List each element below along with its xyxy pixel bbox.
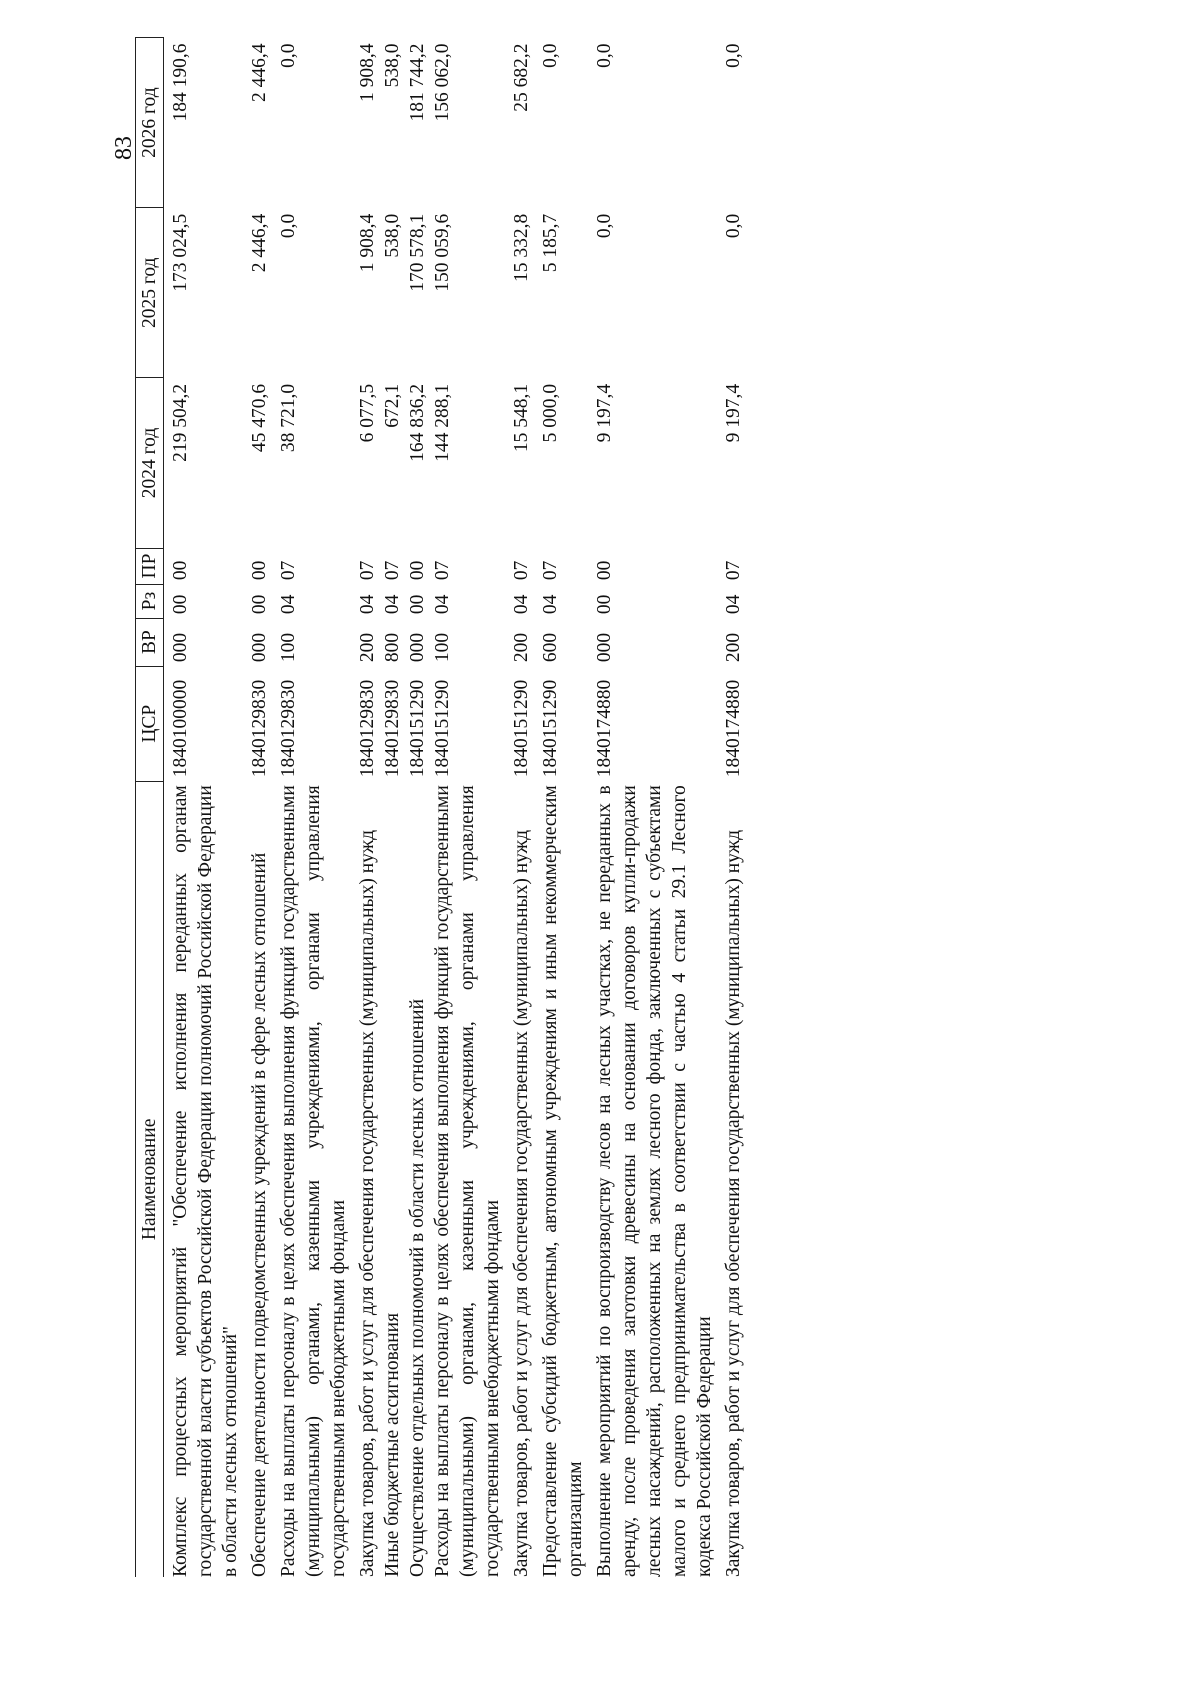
row-vr: 000: [594, 632, 615, 663]
row-pr: 07: [382, 560, 403, 581]
row-2026: 184 190,6: [170, 43, 191, 122]
row-csr: 1840151290: [511, 679, 532, 778]
table-body: [164, 38, 747, 1578]
row-name: Закупка товаров, работ и услуг для обеспечения государственных (муниципальных) нужд: [357, 829, 378, 1577]
row-2026: 0,0: [540, 43, 561, 68]
header-csr: ЦСР: [136, 666, 164, 781]
row-2024: 144 288,1: [432, 383, 453, 462]
row-csr: 1840129830: [249, 679, 270, 778]
row-2025: 0,0: [594, 213, 615, 239]
table-row: [380, 38, 405, 1578]
row-pr: 07: [357, 560, 378, 581]
row-pr: 07: [511, 560, 532, 581]
row-rz: 00: [170, 594, 191, 615]
budget-table: [135, 37, 746, 1577]
row-name: Осуществление отдельных полномочий в области лесных отношений: [407, 998, 428, 1577]
table-row: [243, 38, 272, 1578]
row-csr: 1840174880: [723, 679, 744, 778]
row-csr: 1840129830: [357, 679, 378, 778]
row-2026: 2 446,4: [249, 43, 270, 102]
row-2026: 25 682,2: [511, 43, 532, 112]
row-rz: 04: [723, 594, 744, 615]
row-2025: 15 332,8: [511, 213, 532, 282]
row-2024: 45 470,6: [249, 383, 270, 453]
row-2024: 672,1: [382, 383, 403, 428]
row-2025: 2 446,4: [249, 213, 270, 273]
row-csr: 1840151290: [407, 679, 428, 778]
row-2024: 9 197,4: [723, 383, 744, 443]
row-2025: 0,0: [723, 213, 744, 239]
table-row: [164, 38, 244, 1578]
row-2025: 0,0: [278, 213, 299, 239]
row-csr: 1840151290: [540, 679, 561, 778]
row-pr: 07: [723, 560, 744, 581]
row-pr: 07: [540, 560, 561, 581]
row-pr: 00: [170, 560, 191, 581]
header-name: Наименование: [136, 781, 164, 1577]
row-2024: 219 504,2: [170, 383, 191, 462]
row-2024: 9 197,4: [594, 383, 615, 443]
row-vr: 000: [170, 632, 191, 663]
row-2024: 5 000,0: [540, 383, 561, 443]
table-row: [351, 38, 380, 1578]
row-csr: 1840129830: [278, 679, 299, 778]
row-rz: 04: [432, 594, 453, 615]
row-pr: 00: [594, 560, 615, 581]
row-csr: 1840174880: [594, 679, 615, 778]
table-row: [717, 38, 746, 1578]
row-rz: 04: [540, 594, 561, 615]
row-name: Иные бюджетные ассигнования: [382, 1312, 403, 1577]
header-pr: ПР: [136, 548, 164, 584]
row-name: Закупка товаров, работ и услуг для обеспечения государственных (муниципальных) нужд: [723, 829, 744, 1577]
row-rz: 04: [357, 594, 378, 615]
header-vr: ВР: [136, 618, 164, 666]
row-vr: 100: [278, 632, 299, 663]
header-2024: 2024 год: [136, 378, 164, 548]
row-vr: 800: [382, 632, 403, 663]
header-2025: 2025 год: [136, 208, 164, 378]
row-2026: 1 908,4: [357, 43, 378, 102]
row-vr: 200: [357, 632, 378, 663]
table-row: [505, 38, 534, 1578]
row-2024: 38 721,0: [278, 383, 299, 453]
row-csr: 1840151290: [432, 679, 453, 778]
row-2024: 15 548,1: [511, 383, 532, 453]
row-2026: 156 062,0: [432, 43, 453, 122]
row-2026: 0,0: [594, 43, 615, 68]
page-number: 83: [111, 136, 137, 160]
row-name: Закупка товаров, работ и услуг для обеспечения государственных (муниципальных) нужд: [511, 829, 532, 1577]
table-header: [136, 38, 164, 1578]
row-rz: 04: [511, 594, 532, 615]
row-2025: 173 024,5: [170, 213, 191, 292]
row-vr: 600: [540, 632, 561, 663]
row-rz: 00: [594, 594, 615, 615]
row-csr: 1840100000: [170, 679, 191, 778]
table-row: [534, 38, 588, 1578]
row-name: Предоставление субсидий бюджетным, автономным учреждениям и иным некоммерческим организациям: [540, 785, 586, 1577]
row-csr: 1840129830: [382, 679, 403, 778]
row-name: Выполнение мероприятий по воспроизводству лесов на лесных участках, не переданных в аренду, после проведения заготовки древесины на основании договоров купли-продажи лесных насаждений, расположенных на землях лесного фонда, заключенных с субъектами малого и среднего предпринимательства в соответствии с частью 4 статьи 29.1 Лесного кодекса Российской Федерации: [594, 785, 715, 1577]
row-vr: 100: [432, 632, 453, 663]
row-name: Расходы на выплаты персоналу в целях обеспечения выполнения функций государственными (муниципальными) органами, казенными учреждениями, органами управления государственными внебюджетными фондами: [432, 785, 503, 1577]
row-2025: 170 578,1: [407, 213, 428, 292]
row-rz: 00: [249, 594, 270, 615]
row-vr: 200: [723, 632, 744, 663]
row-vr: 200: [511, 632, 532, 663]
row-2024: 6 077,5: [357, 383, 378, 443]
table-row: [405, 38, 430, 1578]
row-vr: 000: [249, 632, 270, 663]
table-row: [588, 38, 717, 1578]
row-pr: 00: [249, 560, 270, 581]
row-name: Расходы на выплаты персоналу в целях обеспечения выполнения функций государственными (муниципальными) органами, казенными учреждениями, органами управления государственными внебюджетными фондами: [278, 785, 349, 1577]
header-2026: 2026 год: [136, 38, 164, 208]
row-2026: 538,0: [382, 43, 403, 88]
row-pr: 07: [432, 560, 453, 581]
row-vr: 000: [407, 632, 428, 663]
row-2026: 0,0: [278, 43, 299, 68]
row-pr: 00: [407, 560, 428, 581]
row-2026: 0,0: [723, 43, 744, 68]
header-rz: Рз: [136, 584, 164, 618]
row-2025: 5 185,7: [540, 213, 561, 273]
row-2025: 1 908,4: [357, 213, 378, 273]
row-name: Комплекс процессных мероприятий "Обеспечение исполнения переданных органам государственной власти субъектов Российской Федерации полномочий Российской Федерации в области лесных отношений": [170, 785, 241, 1577]
row-rz: 04: [382, 594, 403, 615]
row-2025: 150 059,6: [432, 213, 453, 292]
row-2024: 164 836,2: [407, 383, 428, 462]
table-row: [272, 38, 351, 1578]
row-2025: 538,0: [382, 213, 403, 258]
row-rz: 00: [407, 594, 428, 615]
row-rz: 04: [278, 594, 299, 615]
row-2026: 181 744,2: [407, 43, 428, 122]
row-name: Обеспечение деятельности подведомственных учреждений в сфере лесных отношений: [249, 852, 270, 1577]
row-pr: 07: [278, 560, 299, 581]
table-row: [430, 38, 505, 1578]
